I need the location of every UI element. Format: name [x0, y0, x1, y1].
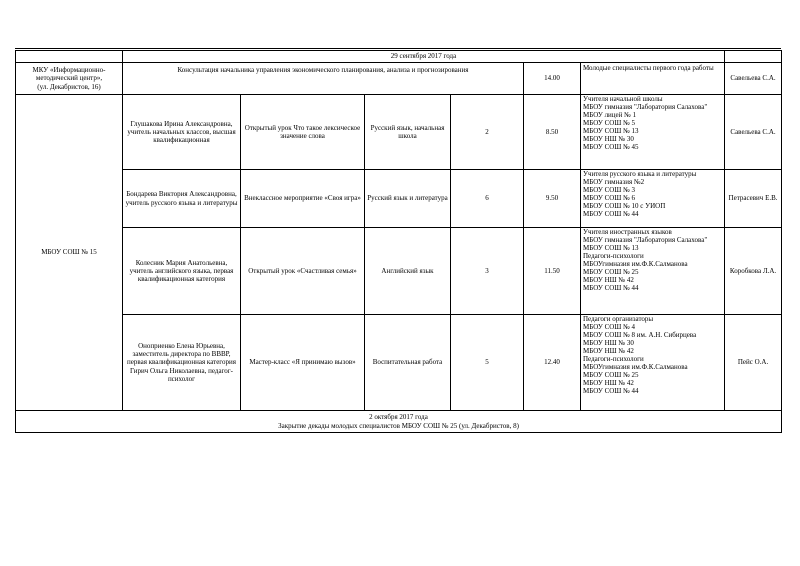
responsible-cell: Савельева С.А.	[725, 95, 782, 170]
event-cell: Внеклассное мероприятие «Своя игра»	[241, 170, 365, 228]
audience-line: Педагоги организаторы	[583, 315, 654, 323]
audience-line: МБОУ СОШ № 6	[583, 194, 636, 203]
audience-line: МБОУ НШ № 42	[583, 276, 634, 285]
consultation-responsible: Савельева С.А.	[725, 63, 782, 95]
audience-line: МБОУ СОШ № 3	[583, 186, 636, 195]
grade-cell: 6	[451, 170, 524, 228]
audience-line: МБОУ НШ № 30	[583, 135, 634, 144]
teacher-cell: Бондарева Виктория Александровна, учитель русского языка и литературы	[123, 170, 241, 228]
audience-line: МБОУ НШ № 42	[583, 347, 634, 356]
event-cell: Открытый урок «Счастливая семья»	[241, 228, 365, 315]
org-imc-line2: методический центр»,	[35, 74, 103, 83]
consultation-audience: Молодые специалисты первого года работы	[581, 63, 725, 95]
org-imc-line3: (ул. Декабристов, 16)	[37, 82, 101, 91]
audience-line: МБОУ СОШ № 44	[583, 387, 639, 396]
time-cell: 12.40	[524, 315, 581, 411]
grade-cell: 2	[451, 95, 524, 170]
empty-cell	[16, 51, 123, 63]
consultation-time: 14.00	[524, 63, 581, 95]
date-row	[16, 51, 782, 63]
teacher-cell: Глушакова Ирина Александровна, учитель начальных классов, высшая квалификационная	[123, 95, 241, 170]
org-imc-line1: МКУ «Информационно-	[32, 66, 106, 75]
grade-cell: 5	[451, 315, 524, 411]
audience-line: Педагоги-психологи	[583, 252, 644, 261]
time-cell: 11.50	[524, 228, 581, 315]
audience-line: МБОУгимназия им.Ф.К.Салманова	[583, 260, 688, 269]
responsible-cell: Пейс О.А.	[725, 315, 782, 411]
school-cell: МБОУ СОШ № 15	[16, 95, 123, 411]
audience-line: МБОУ СОШ № 25	[583, 371, 639, 380]
audience-line: МБОУ СОШ № 45	[583, 143, 639, 152]
grade-cell: 3	[451, 228, 524, 315]
date-header: 29 сентября 2017 года	[123, 51, 725, 63]
subject-cell: Английский язык	[365, 228, 451, 315]
event-cell: Мастер-класс «Я принимаю вызов»	[241, 315, 365, 411]
event-row	[16, 95, 782, 170]
audience-line: МБОУ СОШ № 13	[583, 244, 639, 253]
audience-line: Учителя начальной школы	[583, 95, 663, 103]
audience-line: Учителя русского языка и литературы	[583, 170, 697, 178]
teacher-cell: Оноприенко Елена Юрьевна, заместитель директора по ВВВР, первая квалификационная категория Гирич Ольга Николаевна, педагог-психолог	[123, 315, 241, 411]
audience-line: МБОУ гимназия "Лаборатория Салахова"	[583, 236, 708, 245]
audience-line: МБОУ лицей № 1	[583, 111, 637, 120]
closing-row	[16, 411, 782, 433]
subject-cell: Русский язык и литература	[365, 170, 451, 228]
subject-cell: Воспитательная работа	[365, 315, 451, 411]
audience-line: Учителя иностранных языков	[583, 228, 672, 236]
responsible-cell: Петрасевич Е.В.	[725, 170, 782, 228]
audience-cell	[581, 315, 725, 411]
audience-cell	[581, 170, 725, 228]
event-cell: Открытый урок Что такое лексическое значение слова	[241, 95, 365, 170]
consultation-row	[16, 63, 782, 95]
audience-line: Педагоги-психологи	[583, 355, 644, 364]
teacher-cell: Колесник Мария Анатольевна, учитель английского языка, первая квалификационная категория	[123, 228, 241, 315]
audience-line: МБОУ СОШ № 10 с УИОП	[583, 202, 666, 211]
audience-line: МБОУ гимназия №2	[583, 178, 645, 187]
closing-text: Закрытие декады молодых специалистов МБОУ СОШ № 25 (ул. Декабристов, 8)	[278, 421, 519, 430]
audience-line: МБОУ НШ № 30	[583, 339, 634, 348]
schedule-table	[15, 50, 782, 433]
time-cell: 9.50	[524, 170, 581, 228]
event-row	[16, 315, 782, 411]
audience-line: МБОУ СОШ № 44	[583, 210, 639, 219]
audience-line: МБОУгимназия им.Ф.К.Салманова	[583, 363, 688, 372]
time-cell: 8.50	[524, 95, 581, 170]
audience-cell	[581, 95, 725, 170]
audience-cell	[581, 228, 725, 315]
event-row	[16, 170, 782, 228]
audience-line: МБОУ СОШ № 44	[583, 284, 639, 293]
audience-line: МБОУ СОШ № 25	[583, 268, 639, 277]
audience-line: МБОУ СОШ № 13	[583, 127, 639, 136]
subject-cell: Русский язык, начальная школа	[365, 95, 451, 170]
responsible-cell: Коробкова Л.А.	[725, 228, 782, 315]
audience-line: МБОУ НШ № 42	[583, 379, 634, 388]
event-row	[16, 228, 782, 315]
audience-line: МБОУ СОШ № 8 им. А.Н. Сибирцева	[583, 331, 697, 340]
closing-date: 2 октября 2017 года	[369, 413, 428, 422]
org-imc-cell	[16, 63, 123, 95]
closing-cell	[16, 411, 782, 433]
empty-cell	[725, 51, 782, 63]
consultation-text: Консультация начальника управления экономического планирования, анализа и прогнозирования	[123, 63, 524, 95]
table-top-rule	[15, 48, 781, 49]
audience-line: МБОУ СОШ № 5	[583, 119, 636, 128]
audience-line: МБОУ СОШ № 4	[583, 323, 636, 332]
audience-line: МБОУ гимназия "Лаборатория Салахова"	[583, 103, 708, 112]
